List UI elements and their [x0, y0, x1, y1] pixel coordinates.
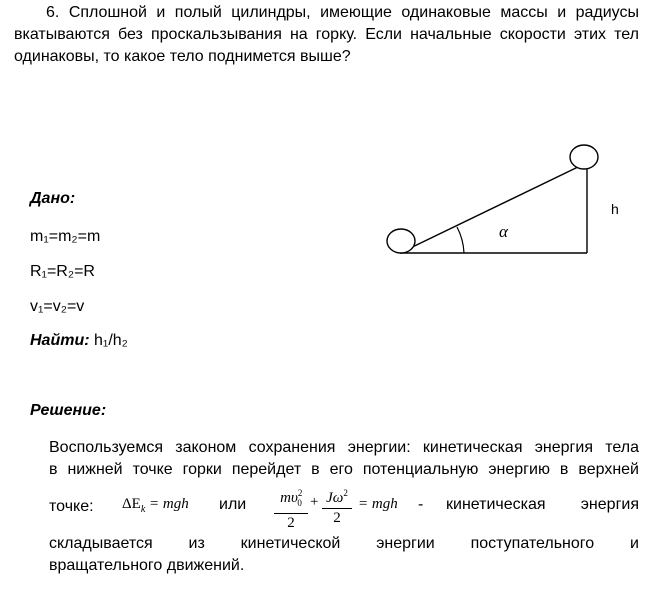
angle-label: α: [499, 222, 508, 241]
solution-title: Решение:: [30, 402, 107, 419]
angle-arc: [457, 227, 464, 253]
given-velocities: v₁=v₂=v: [30, 298, 85, 315]
frac2-numerator: $J\omega^2$: [322, 484, 352, 509]
fraction-rotational: [322, 484, 352, 527]
solution-line-3-end: кинетическая энергия: [446, 496, 639, 513]
cylinder-bottom: [387, 229, 415, 253]
eq1-delta-e: ΔE: [122, 496, 141, 512]
given-masses: m₁=m₂=m: [30, 228, 101, 245]
solution-line-5: вращательного движений.: [49, 557, 245, 574]
height-label: h: [611, 201, 619, 217]
or-word: или: [219, 496, 247, 513]
solution-line-4: складывается из кинетической энергии поступательного и: [49, 535, 639, 552]
given-radii: R₁=R₂=R: [30, 263, 95, 280]
fraction-translational: [274, 484, 308, 532]
problem-text: Сплошной и полый цилиндры, имеющие одинаковые массы и радиусы вкатываются без проскальзывания на горку. Если начальные скорости этих тел одинаковы, то какое тело поднимется выше?: [14, 4, 640, 65]
find-label: Найти:: [30, 332, 90, 349]
solution-line-3-start: точке:: [49, 498, 94, 515]
eq1-subscript: k: [140, 504, 146, 515]
frac2-denominator: 2: [333, 510, 341, 526]
incline-slope: [400, 166, 580, 253]
eq2-rhs: = mgh: [358, 496, 398, 512]
plus-sign: +: [310, 494, 319, 510]
dash: -: [418, 496, 424, 513]
given-title: Дано:: [30, 190, 76, 207]
find-value: h₁/h₂: [94, 332, 128, 349]
equation-energy-change: [122, 496, 189, 515]
frac1-numerator: $m\upsilon^2_0$: [274, 484, 308, 514]
frac1-denominator: 2: [287, 515, 295, 531]
solution-line-2: в нижней точке горки перейдет в его потенциальную энергию в верхней: [49, 461, 639, 478]
cylinder-top: [570, 145, 598, 169]
eq1-rhs: = mgh: [145, 496, 189, 512]
solution-line-1: Воспользуемся законом сохранения энергии: кинетическая энергия тела: [49, 439, 639, 456]
find: [30, 332, 128, 350]
problem-number: 6.: [46, 4, 60, 21]
